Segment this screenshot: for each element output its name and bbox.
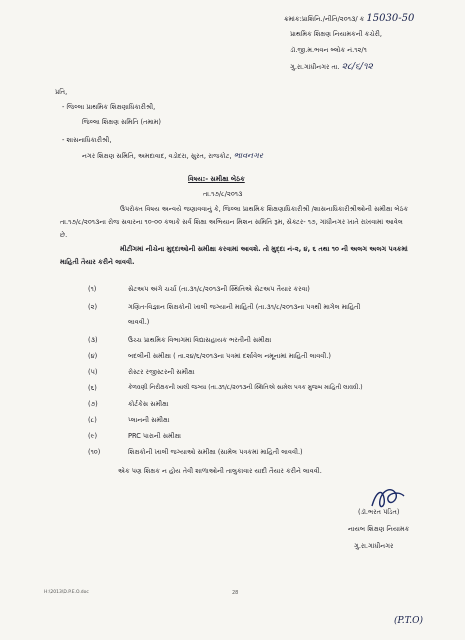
- item-number: (૮): [88, 416, 97, 424]
- signatory-designation: નાયબ શિક્ષણ નિયામક: [348, 525, 410, 533]
- subject-date: તા.૧૭/૮/૨૦૧૩: [203, 190, 243, 198]
- office-address: ડૉ.જી.મ.ભવન બ્લોક નં.૧૨/૧: [290, 46, 367, 54]
- ref-number: [284, 13, 414, 24]
- item-text: સેટઅપ અંગે ચર્ચા (તા.૩૧/૮/૨૦૧૩ની સ્થિતિએ સેટઅપ તૈયાર કરવા): [128, 285, 310, 293]
- item-text: શિક્ષકોની ખાલી જગ્યાઓ સમીક્ષા (સામેલ પત્રકમાં માહિતી લાવવી.): [128, 448, 303, 456]
- recipient-2-handwritten-city: ભાવનગર: [233, 151, 263, 160]
- item-text: ગણિત-વિજ્ઞાન શિક્ષકોની ખાલી જગ્યાની માહિતી (તા.૩૧/૮/૨૦૧૩ના પત્રથી માગેલ માહિતી: [128, 303, 361, 311]
- item-number: (૬): [88, 384, 97, 392]
- item-number: (૧): [88, 285, 97, 293]
- item-number: (૯): [88, 432, 98, 440]
- item-number: (૨): [88, 303, 98, 311]
- item-number: (૩): [88, 336, 98, 344]
- footer-page-number: 28: [232, 590, 239, 596]
- item-text: કેળવણી નિરીક્ષકની ખાલી જગ્યા (તા.૩૧/૮/૨૦૧૩ની સ્થિતિએ સામેલ પત્રક મુજબ માહિતી લાવવી.): [128, 384, 363, 391]
- footer-pto: (P.T.O): [394, 616, 424, 626]
- office-name: પ્રાથમિક શિક્ષણ નિયામકની કચેરી,: [290, 30, 382, 38]
- item-number: (૧૦): [88, 448, 101, 456]
- item-number: (૫): [88, 368, 98, 376]
- item-text: ઉચ્ચ પ્રાથમિક વિભાગમાં વિદ્યાસહાયક ભરતીની સમીક્ષા: [128, 336, 272, 344]
- item-text: કોર્ટકેસ સમીક્ષા: [128, 400, 169, 408]
- item-text: રોસ્ટર રજીસ્ટરની સમીક્ષા: [128, 368, 195, 376]
- item-text-continued: લાવવી.): [128, 318, 150, 326]
- city-date-handwritten: ૨૮/૬/૧૨: [341, 62, 373, 72]
- item-number: (૪): [88, 352, 98, 360]
- recipient-2-cities: નગર શિક્ષણ સમિતિ, અમદાવાદ, વડોદરા, સુરત, રાજકોટ,: [82, 152, 232, 160]
- recipient-1: - જિલ્લા પ્રાથમિક શિક્ષણાધિકારીશ્રી,: [62, 103, 156, 111]
- body-paragraph-1: ઉપરોક્ત વિષય અન્વયે જણાવવાનું કે, જિલ્લા પ્રાથમિક શિક્ષણાધિકારીશ્રી /શાસનાધિકારીશ્રીઓની સમીક્ષા બેઠક તા.૧૭/૮/૨૦૧૩ના રોજ સવારના ૧૦-૦૦ કલાકે સર્વ શિક્ષા અભિયાન મિશન સમિતિ રૂમ, સેક્ટર- ૧૭, ગાંધીનગર ખાતે રાખવામાં આવેલ છે.: [60, 205, 409, 239]
- recipient-prati: પ્રતિ,: [55, 88, 68, 96]
- recipient-2: - શાસનાધિકારીશ્રી,: [62, 136, 112, 144]
- body-paragraph-2: મીટીંગમાં નીચેના મુદ્દાઓની સમીક્ષા કરવામાં આવશે. તો મુદ્દા નં-૨, ૪, ૬ તથા ૧૦ ની અલગ અલગ પત્રકમાં માહિતી તૈયાર કરીને લાવવી.: [60, 245, 408, 266]
- footer-file-code: H:\2013\D.P.E.O.doc: [44, 590, 89, 595]
- subject-line: વિષય:- સમીક્ષા બેઠક: [188, 175, 245, 183]
- item-text: પ્લાનની સમીક્ષા: [128, 416, 170, 424]
- city-date: [290, 62, 373, 72]
- signatory-place: ગુ.રા.ગાંધીનગર: [354, 542, 394, 550]
- item-text: PRC પારાની સમીક્ષા: [128, 432, 182, 440]
- item-number: (૭): [88, 400, 98, 408]
- closing-line: એક પણ શિક્ષક ન હોય તેવી શાળાઓની તાલુકાવાર યાદી તૈયાર કરીને લાવવી.: [118, 467, 322, 475]
- ref-number-printed: ક્રમાંક:પ્રાશિનિ./નીતિ/૨૦૧૩/ ક: [284, 15, 365, 23]
- recipient-1-committee: જિલ્લા શિક્ષણ સમિતિ (તમામ): [82, 118, 161, 126]
- ref-number-handwritten: 15030-50: [366, 13, 415, 24]
- signatory-name: (ડૉ.ભરત પંડિત): [358, 508, 400, 516]
- city-date-printed: ગુ.રા.ગાંધીનગર તા.: [290, 63, 340, 71]
- recipient-2-committee: [82, 151, 263, 161]
- item-text: બદલીની સમીક્ષા ( તા.૨૪/૬/૨૦૧૩ના પત્રમાં દર્શાવેલ નમૂનામાં માહિતી લાવવી.): [128, 352, 331, 360]
